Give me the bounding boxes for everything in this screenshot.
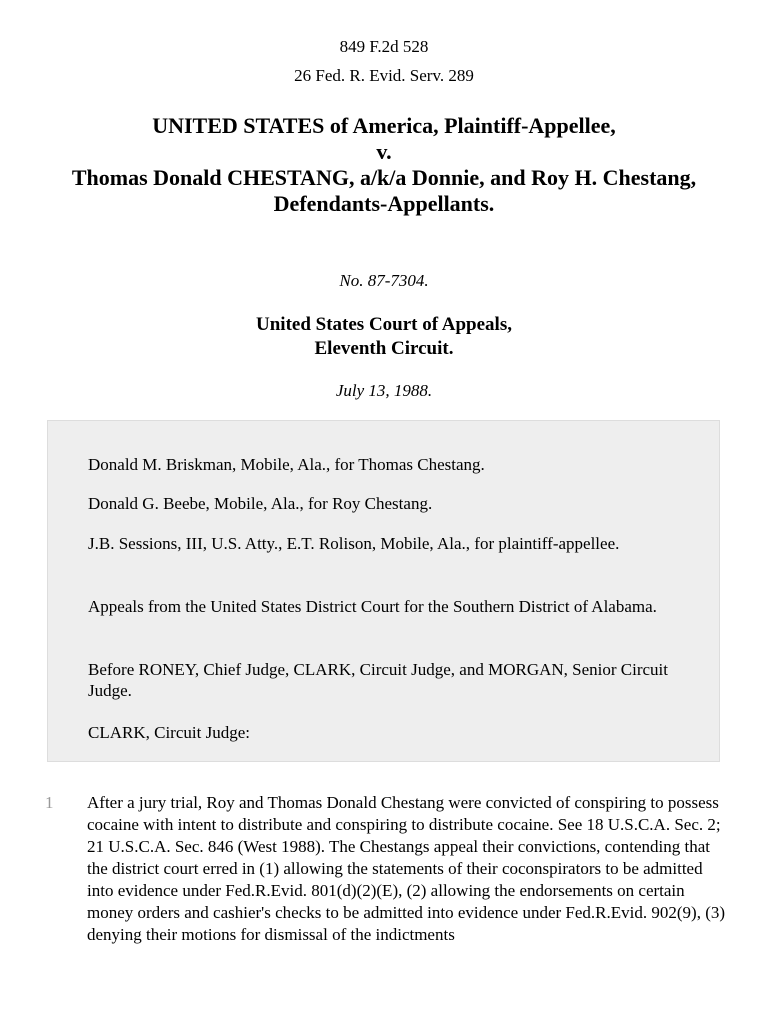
appeal-origin: Appeals from the United States District Court for the Southern District of Alabama. xyxy=(88,597,657,616)
panel: Before RONEY, Chief Judge, CLARK, Circuit Judge, and MORGAN, Senior Circuit Judge. xyxy=(88,660,668,700)
citation-reporter: 849 F.2d 528 xyxy=(339,37,429,56)
caption-plaintiff: UNITED STATES of America, Plaintiff-Appellee, xyxy=(152,113,616,138)
decision-date: July 13, 1988. xyxy=(335,381,433,400)
court-line-2: Eleventh Circuit. xyxy=(314,338,454,359)
counsel-thomas: Donald M. Briskman, Mobile, Ala., for Thomas Chestang. xyxy=(88,455,485,474)
opinion-paragraph: After a jury trial, Roy and Thomas Donald Chestang were convicted of conspiring to possess cocaine with intent to distribute and conspiring to distribute cocaine. See 18 U.S.C.A. Sec. 2; 21 U.S.C.A. Sec. 846 (West 1988). The Chestangs appeal their convictions, contending that the district court erred in (1) allowing the statements of their coconspirators to be admitted into evidence under Fed.R.Evid. 801(d)(2)(E), (2) allowing the endorsements on certain money orders and cashier's checks to be admitted into evidence under Fed.R.Evid. 902(9), (3) denying their motions for dismissal of the indictments xyxy=(87,793,726,944)
paragraph-number: 1 xyxy=(45,793,54,812)
court-name xyxy=(0,313,768,361)
counsel-box xyxy=(47,420,720,762)
caption-versus: v. xyxy=(376,139,392,164)
opinion-author: CLARK, Circuit Judge: xyxy=(88,723,250,742)
counsel-government: J.B. Sessions, III, U.S. Atty., E.T. Rolison, Mobile, Ala., for plaintiff-appellee. xyxy=(88,534,620,553)
caption-defendants-role: Defendants-Appellants. xyxy=(273,191,495,216)
case-caption xyxy=(60,113,708,217)
caption-defendants: Thomas Donald CHESTANG, a/k/a Donnie, and Roy H. Chestang, xyxy=(71,165,697,190)
court-line-1: United States Court of Appeals, xyxy=(256,314,512,335)
counsel-roy: Donald G. Beebe, Mobile, Ala., for Roy Chestang. xyxy=(88,494,433,513)
citation-evidence-service: 26 Fed. R. Evid. Serv. 289 xyxy=(294,66,474,85)
docket-number: No. 87-7304. xyxy=(339,271,429,290)
